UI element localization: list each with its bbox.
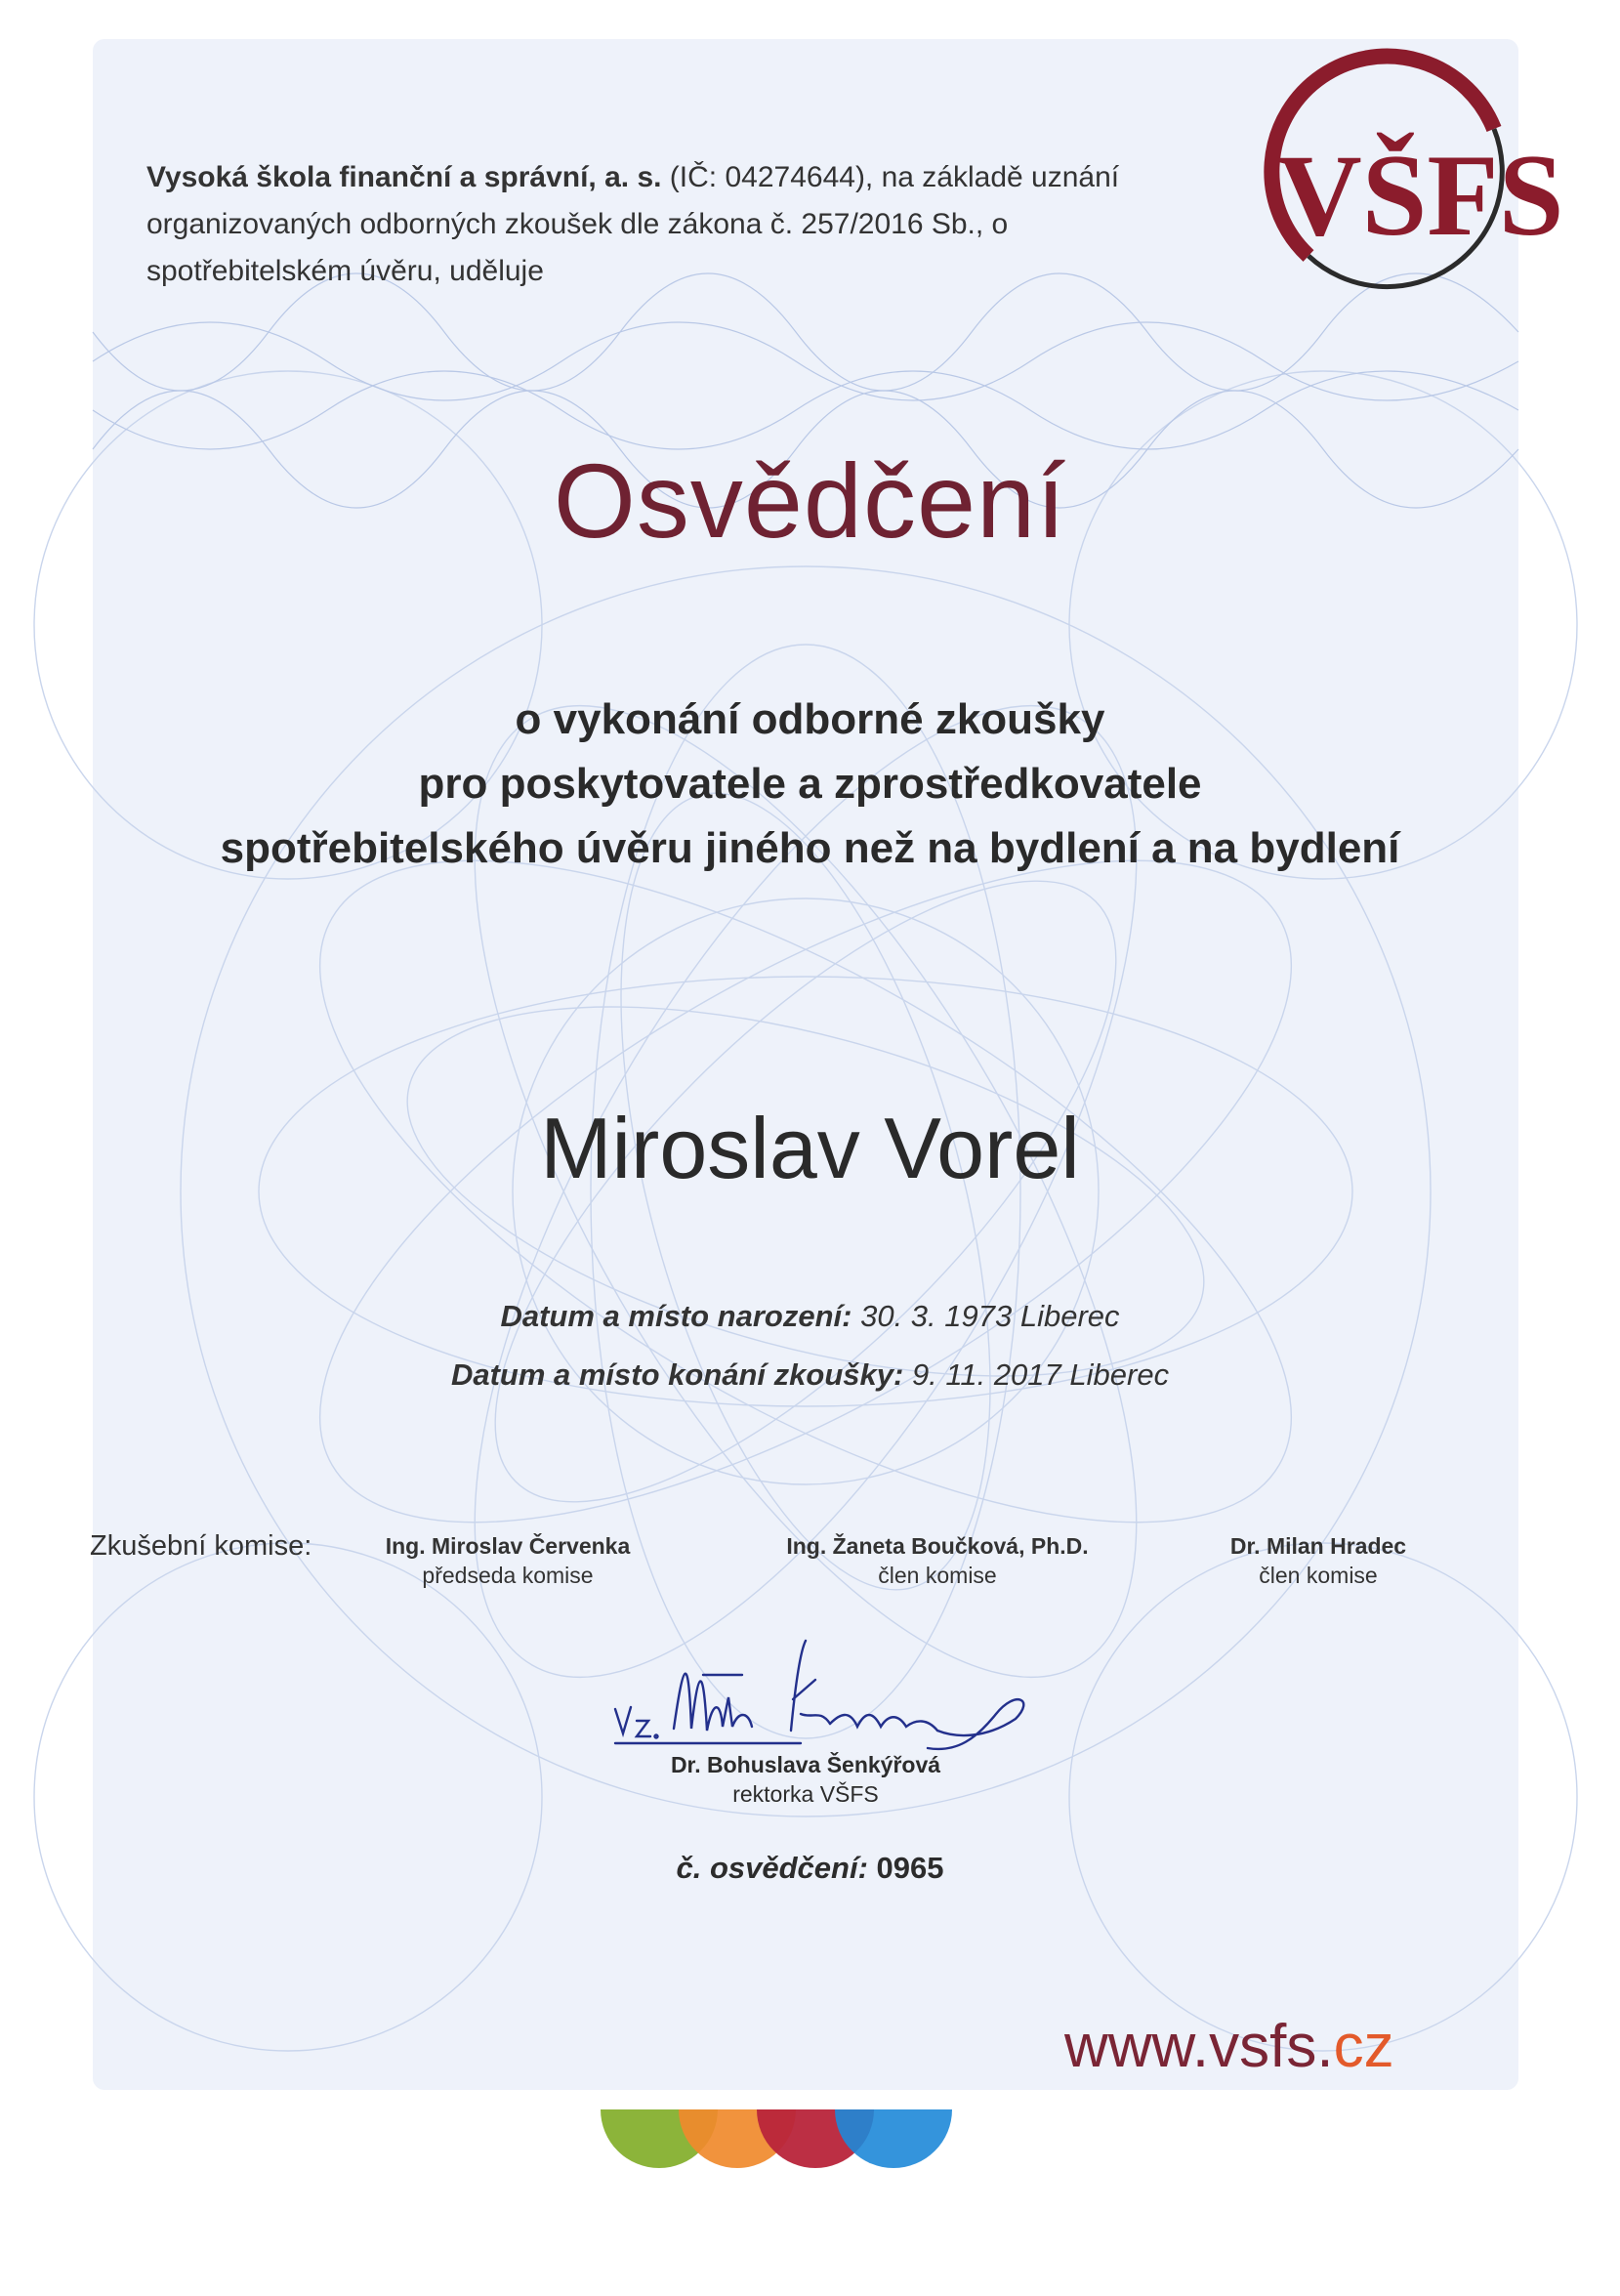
committee-member [752, 1531, 1123, 1590]
holder-name: Miroslav Vorel [540, 1100, 1080, 1196]
rector-name: Dr. Bohuslava Šenkýřová [670, 1752, 941, 1777]
committee-member [352, 1531, 664, 1590]
subtitle-line-1: o vykonání odborné zkoušky [515, 695, 1105, 743]
member-name: Ing. Žaneta Boučková, Ph.D. [786, 1533, 1089, 1559]
brand-color-dots [601, 2090, 972, 2207]
birth-info [0, 1299, 1620, 1334]
certificate-number [0, 1851, 1620, 1886]
institution-name: Vysoká škola finanční a správní, a. s. [146, 161, 662, 193]
member-role: člen komise [878, 1563, 997, 1588]
rector-role: rektorka VŠFS [732, 1781, 879, 1807]
intro-paragraph [146, 154, 1201, 295]
certificate-number-label: č. osvědčení: [676, 1851, 868, 1885]
subtitle-line-2: pro poskytovatele a zprostředkovatele [418, 760, 1202, 808]
website-domain: www.vsfs. [1064, 2013, 1334, 2080]
member-name: Ing. Miroslav Červenka [385, 1533, 631, 1559]
committee-label: Zkušební komise: [90, 1530, 312, 1562]
certificate-number-value: 0965 [867, 1851, 944, 1885]
member-role: člen komise [1259, 1563, 1378, 1588]
committee-member [1182, 1531, 1455, 1590]
member-role: předseda komise [422, 1563, 594, 1588]
exam-info [0, 1357, 1620, 1393]
intro-text: (IČ: 04274644), na základě uznání organizovaných odborných zkoušek dle zákona č. 257/2016 Sb., o spotřebitelském úvěru, uděluje [146, 161, 1120, 287]
rector-block [586, 1750, 1025, 1809]
website-tld: cz [1333, 2013, 1394, 2080]
member-name: Dr. Milan Hradec [1229, 1533, 1407, 1559]
birth-value: 30. 3. 1973 Liberec [852, 1299, 1120, 1333]
website-url [1064, 2012, 1394, 2081]
exam-value: 9. 11. 2017 Liberec [903, 1357, 1170, 1392]
rector-signature [605, 1621, 1152, 1768]
logo-text: VŠFS [1277, 130, 1564, 260]
subtitle-line-3: spotřebitelského úvěru jiného než na bydlení a na bydlení [220, 824, 1400, 872]
birth-label: Datum a místo narození: [500, 1299, 852, 1333]
vsfs-logo-icon [1250, 61, 1564, 311]
blue-dot-icon [835, 2109, 952, 2168]
exam-label: Datum a místo konání zkoušky: [450, 1357, 904, 1392]
certificate-title: Osvědčení [553, 441, 1067, 560]
